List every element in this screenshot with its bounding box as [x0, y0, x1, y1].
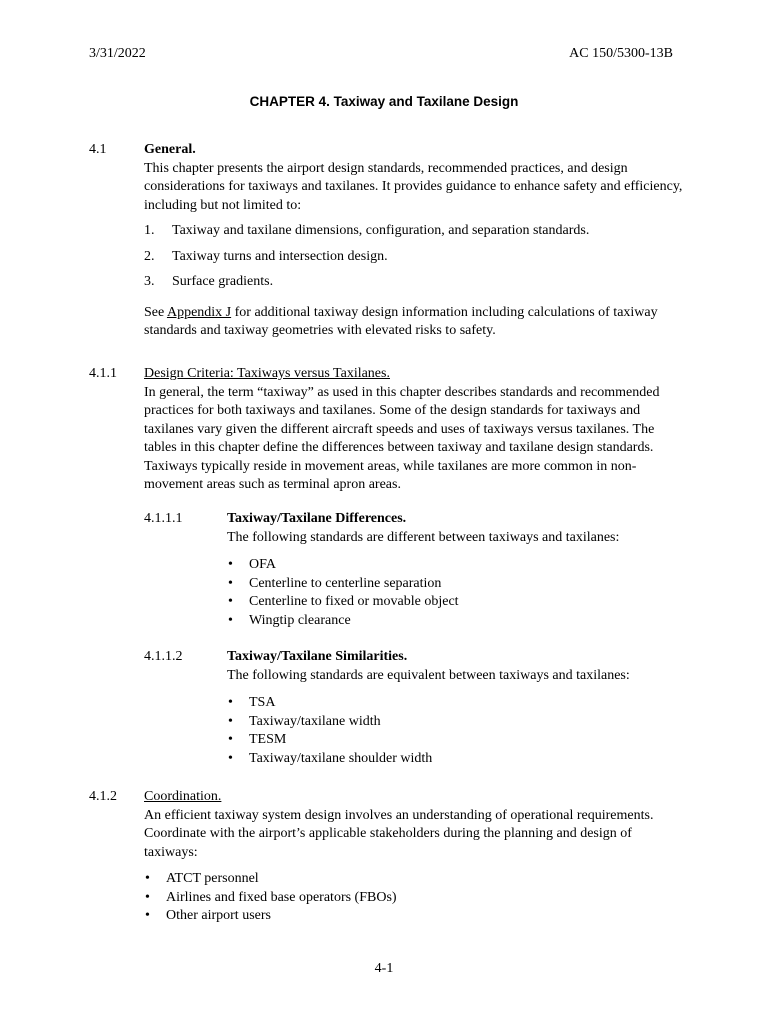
section-4-1-2-body: An efficient taxiway system design involves an understanding of operational requirements. Coordinate with the airport’s applicable stakeholders during the planning and design of taxiways: [144, 807, 654, 860]
appendix-j-link[interactable]: Appendix J [166, 304, 232, 320]
header-doc-id: AC 150/5300-13B [569, 46, 673, 61]
list-item-text: Taxiway and taxilane dimensions, configuration, and separation standards. [172, 223, 590, 238]
list-item: • TSA [227, 694, 687, 713]
list-item: • Wingtip clearance [227, 612, 687, 631]
section-4-1-1-title: Design Criteria: Taxiways versus Taxilanes. [144, 366, 390, 381]
list-item [144, 248, 684, 267]
list-item-number: 3. [144, 274, 155, 289]
chapter-title: CHAPTER 4. Taxiway and Taxilane Design [249, 94, 519, 109]
section-4-1-intro: This chapter presents the airport design standards, recommended practices, and design considerations for taxiways and taxilanes. It provides guidance to enhance safety and efficiency, including but not limited to: [144, 160, 683, 213]
list-item: • Centerline to fixed or movable object [227, 593, 687, 612]
list-item [144, 273, 684, 292]
list-item-text: Taxiway turns and intersection design. [172, 248, 388, 264]
list-item: • Taxiway/taxilane shoulder width [227, 750, 687, 769]
section-4-1-list [144, 222, 684, 292]
section-4-1-1-number: 4.1.1 [89, 366, 117, 381]
section-4-1-2 [144, 788, 684, 926]
list-item [144, 222, 684, 241]
list-item: • Taxiway/taxilane width [227, 713, 687, 732]
section-4-1-1-1-number: 4.1.1.1 [144, 511, 183, 526]
see-appendix-paragraph [144, 304, 684, 341]
section-4-1-2-number: 4.1.2 [89, 789, 117, 804]
section-4-1-1-1 [227, 510, 687, 630]
see-prefix: See [144, 304, 167, 320]
section-4-1-title: General. [144, 142, 196, 157]
list-item: • Airlines and fixed base operators (FBOs) [144, 889, 684, 908]
differences-list [227, 556, 687, 630]
list-item: • TESM [227, 731, 687, 750]
section-4-1-1-body: In general, the term “taxiway” as used in this chapter describes standards and recommended practices for both taxiways and taxilanes. Some of the design standards for taxiways and taxilanes vary given the different aircraft speeds and uses of taxiways versus taxilanes. The tables in this chapter define the differences between taxiway and taxilane design standards. Taxiways typically reside in movement areas, while taxilanes are more common in non-movement areas such as terminal apron areas. [144, 384, 660, 492]
list-item-number: 1. [144, 223, 155, 238]
section-4-1-1-2-title: Taxiway/Taxilane Similarities. [227, 649, 408, 664]
list-item-text: Surface gradients. [172, 274, 274, 289]
section-4-1-number: 4.1 [89, 142, 107, 157]
see-suffix: for additional taxiway design information including calculations of taxiway standards and taxiway geometries with elevated risks to safety. [144, 304, 658, 338]
section-4-1-1-1-title: Taxiway/Taxilane Differences. [227, 511, 407, 526]
section-4-1-1-2-number: 4.1.1.2 [144, 649, 183, 664]
section-4-1-1-2-intro: The following standards are equivalent between taxiways and taxilanes: [227, 667, 630, 683]
section-4-1 [144, 141, 684, 341]
page-number: 4-1 [374, 961, 394, 976]
list-item-number: 2. [144, 248, 155, 264]
header-date: 3/31/2022 [89, 46, 146, 61]
list-item: • Other airport users [144, 907, 684, 926]
section-4-1-1 [144, 365, 684, 495]
list-item: • Centerline to centerline separation [227, 575, 687, 594]
section-4-1-1-1-intro: The following standards are different between taxiways and taxilanes: [227, 529, 620, 545]
section-4-1-2-title: Coordination. [144, 789, 222, 804]
list-item: • ATCT personnel [144, 870, 684, 889]
stakeholders-list [144, 870, 684, 926]
section-4-1-1-2 [227, 648, 687, 768]
list-item: • OFA [227, 556, 687, 575]
similarities-list [227, 694, 687, 768]
